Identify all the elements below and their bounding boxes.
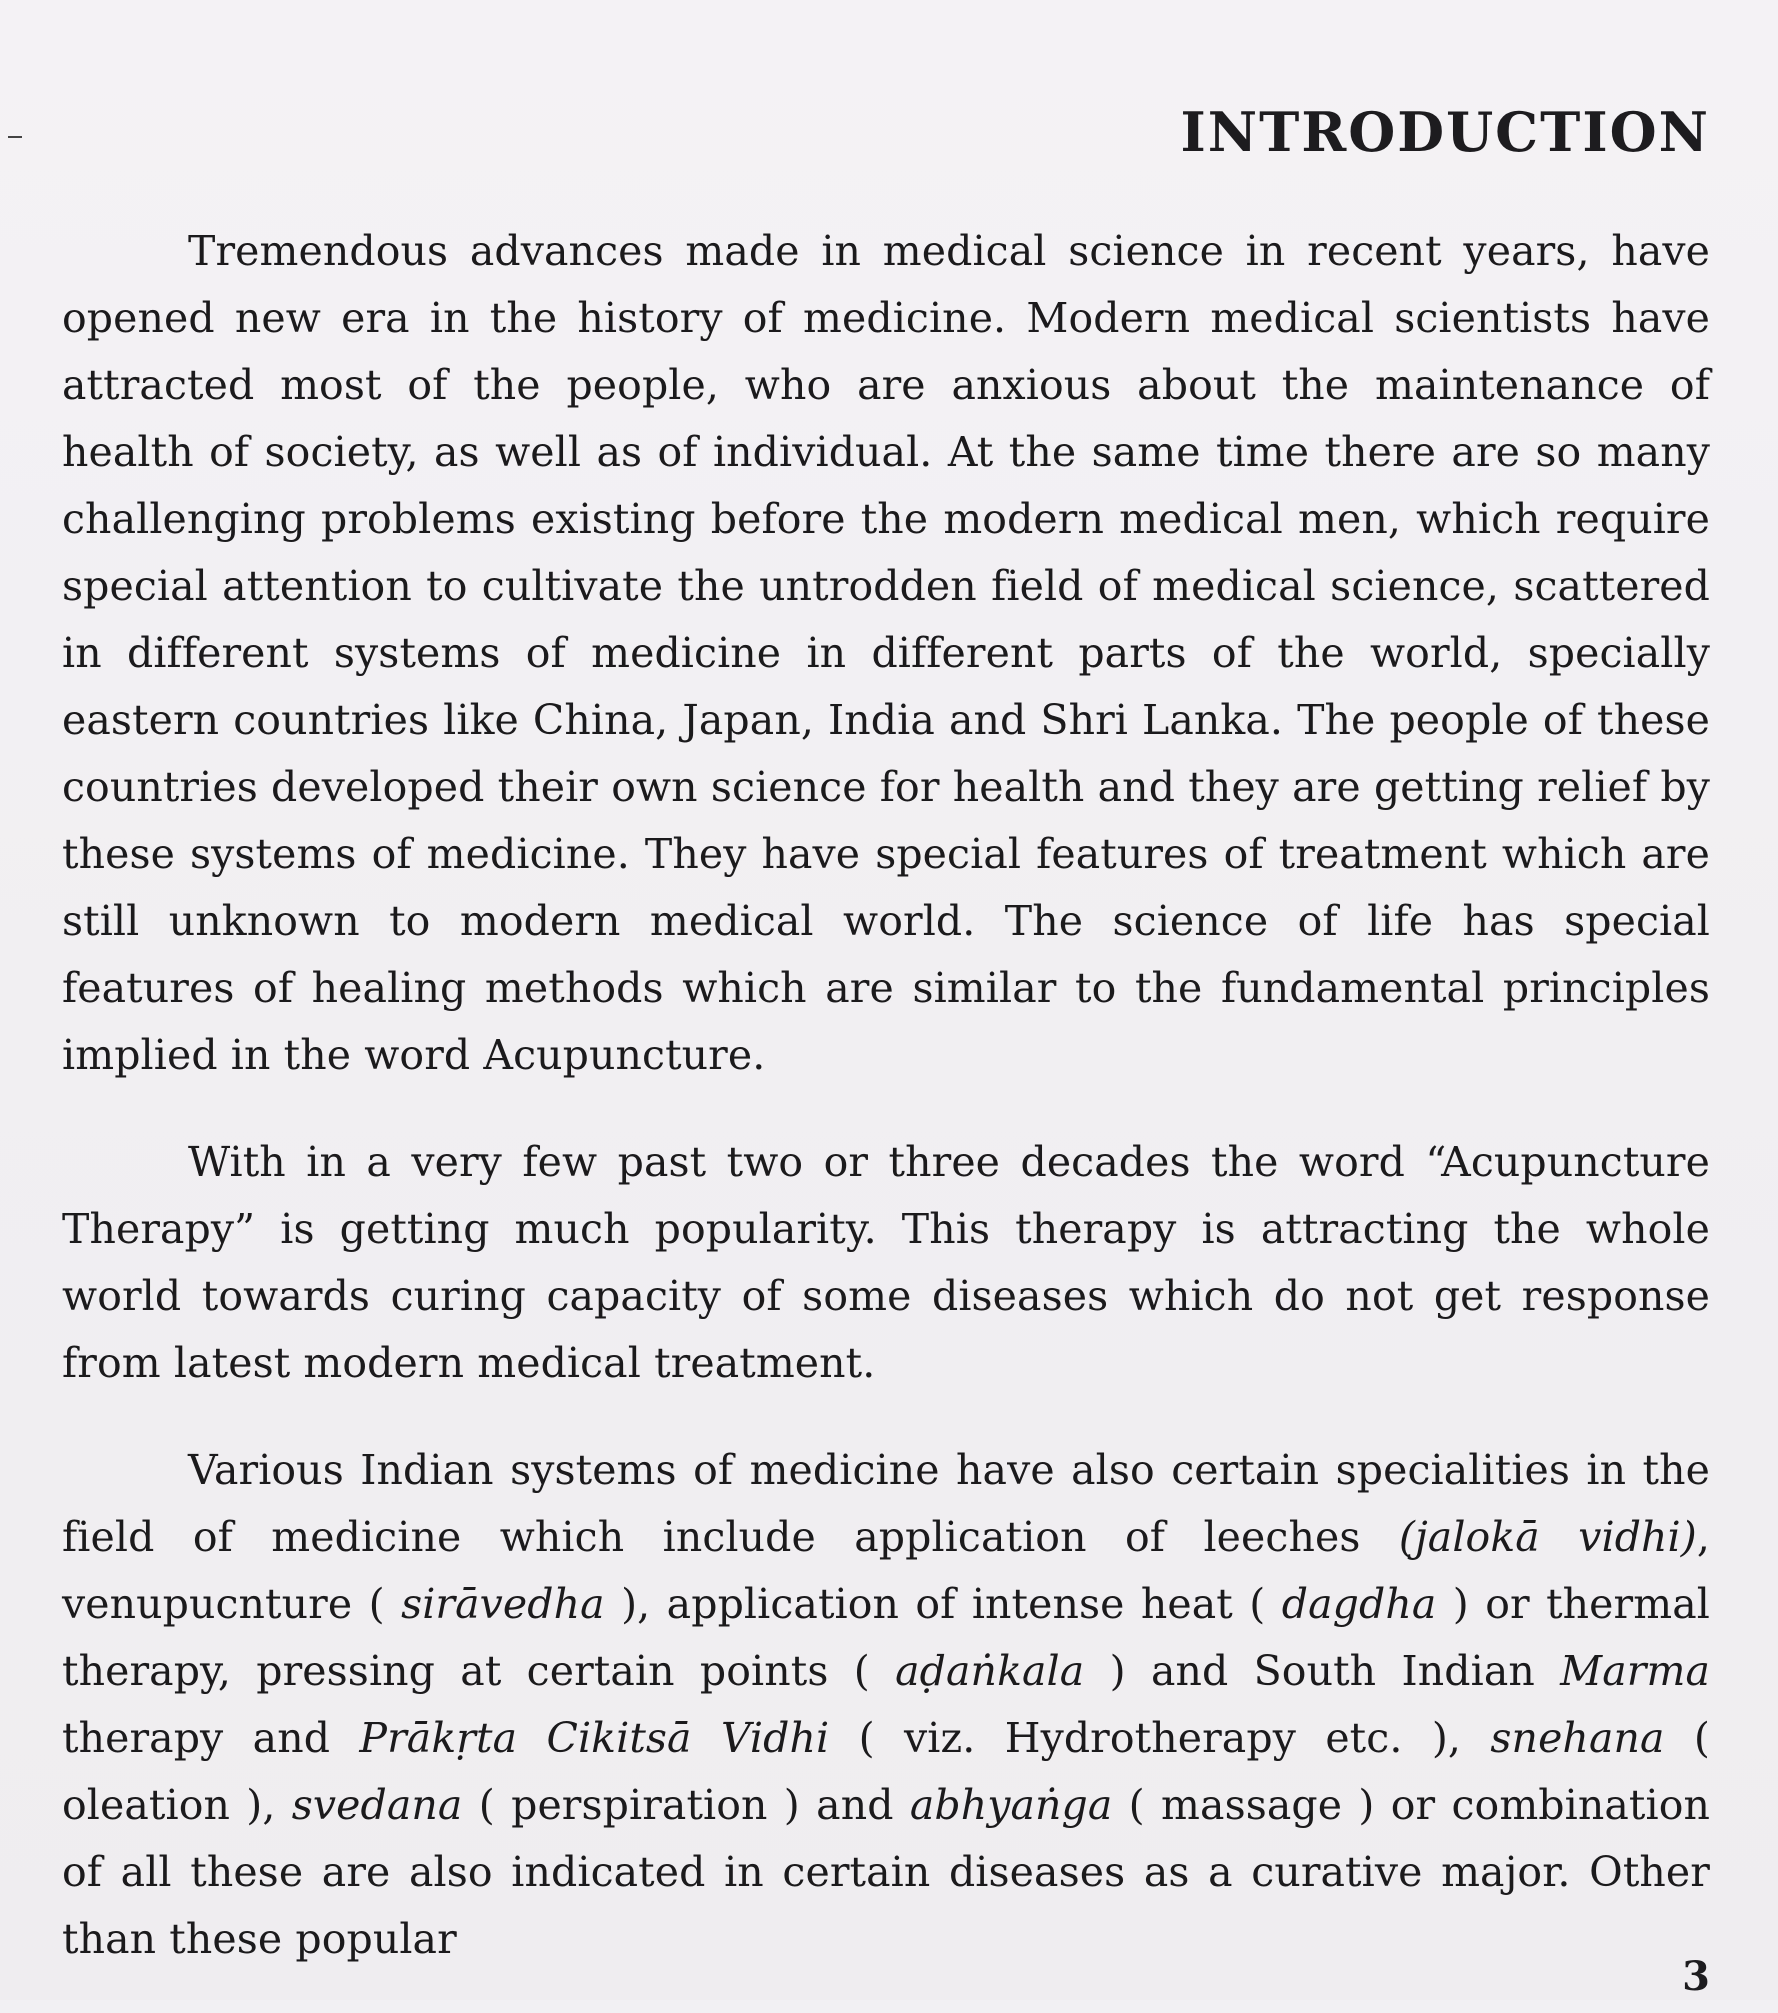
text-run: ), application of intense heat ( [604, 1580, 1282, 1628]
text-run: , venupucnture ( [62, 1513, 1710, 1628]
italic-term: Marma [1560, 1647, 1710, 1695]
text-run: With in a very few past two or three decades the word “Acupuncture Therapy” is getting much popularity. This therapy is attracting the whole world towards curing capacity of some diseases which do not get response from latest modern medical treatment. [62, 1138, 1710, 1387]
page-number: 3 [1682, 1953, 1710, 2000]
text-run: ) or thermal therapy, pressing at certain points ( [62, 1580, 1710, 1695]
italic-term: (jalokā vidhi) [1398, 1513, 1697, 1561]
text-run: Various Indian systems of medicine have also certain specialities in the field of medicine which include application of leeches [62, 1446, 1710, 1561]
italic-term: sirāvedha [401, 1580, 605, 1628]
italic-term: snehana [1490, 1714, 1665, 1762]
italic-term: aḍaṅkala [895, 1647, 1085, 1695]
body-text [62, 218, 1710, 2013]
paragraph-1 [62, 218, 1710, 1089]
text-run: Tremendous advances made in medical science in recent years, have opened new era in the history of medicine. Modern medical scientists have attracted most of the people, who are anxious about the maintenance of health of society, as well as of individual. At the same time there are so many challenging problems existing before the modern medical men, which require special attention to cultivate the untrodden field of medical science, scattered in different systems of medicine in different parts of the world, specially eastern countries like China, Japan, India and Shri Lanka. The people of these countries developed their own science for health and they are getting relief by these systems of medicine. They have special features of treatment which are still unknown to modern medical world. The science of life has special features of healing methods which are similar to the fundamental principles implied in the word Acupuncture. [62, 227, 1710, 1079]
paragraph-2 [62, 1129, 1710, 1397]
italic-term: dagdha [1281, 1580, 1437, 1628]
paragraph-3 [62, 1437, 1710, 1973]
text-run: ) and South Indian [1084, 1647, 1561, 1695]
italic-term: abhyaṅga [909, 1781, 1113, 1829]
italic-term: svedana [291, 1781, 463, 1829]
italic-term: Prākṛta Cikitsā Vidhi [359, 1714, 830, 1762]
margin-mark [8, 136, 22, 138]
text-run: ( perspiration ) and [462, 1781, 910, 1829]
text-run: ( massage ) or combination of all these are also indicated in certain diseases as a curative major. Other than these popular [62, 1781, 1710, 1963]
page-title: INTRODUCTION [1180, 100, 1710, 164]
text-run: ( viz. Hydrotherapy etc. ), [829, 1714, 1491, 1762]
text-run: therapy and [62, 1714, 360, 1762]
text-run: ( oleation ), [62, 1714, 1710, 1829]
